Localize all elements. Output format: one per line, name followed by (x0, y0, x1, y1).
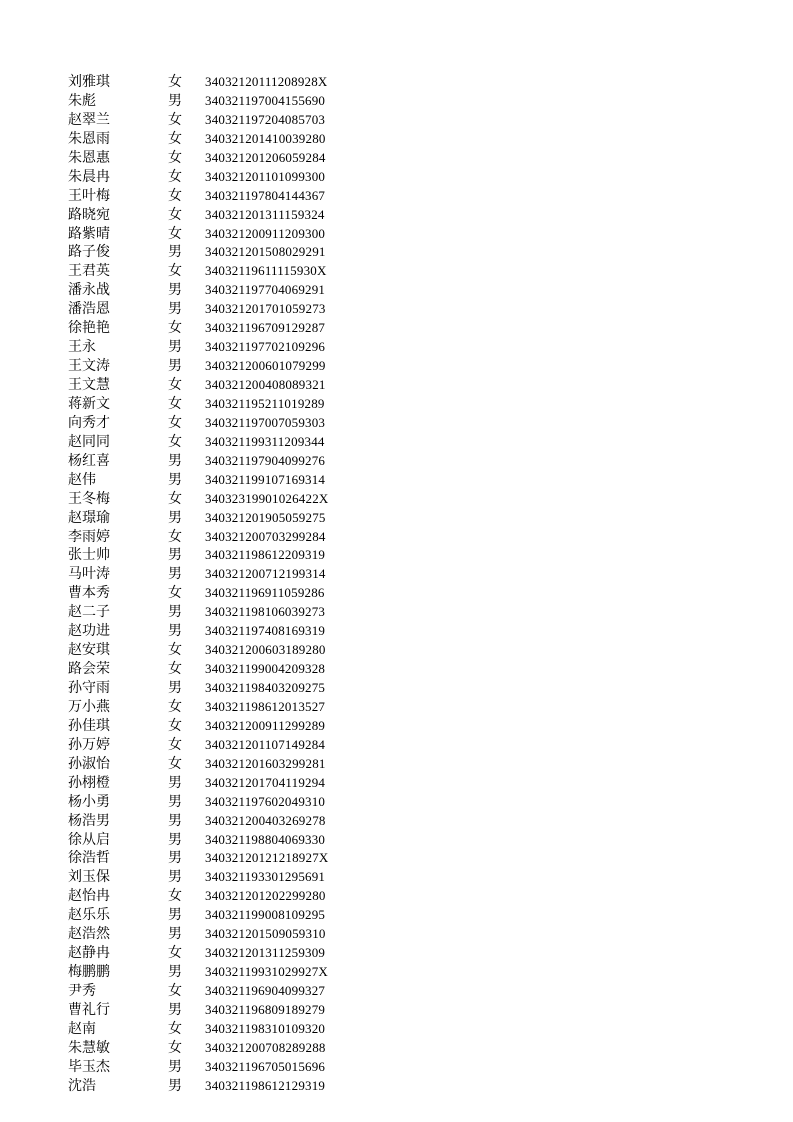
table-row (0, 111, 793, 130)
table-row (0, 1020, 793, 1039)
table-row (0, 812, 793, 831)
cell-name: 王君英 (68, 263, 110, 280)
table-row (0, 963, 793, 982)
cell-gender: 男 (168, 1077, 182, 1094)
table-row (0, 736, 793, 755)
records-table (0, 73, 793, 1096)
cell-id-number: 340321198403209275 (205, 680, 326, 695)
table-row (0, 281, 793, 300)
cell-id-number: 340321196809189279 (205, 1001, 326, 1017)
cell-name: 赵同同 (68, 433, 110, 450)
table-row (0, 243, 793, 262)
cell-gender: 女 (168, 111, 182, 128)
cell-gender: 男 (168, 244, 182, 261)
cell-gender: 男 (168, 509, 182, 526)
cell-id-number: 340321200911299289 (205, 717, 326, 733)
cell-id-number: 340321201509059310 (205, 926, 326, 942)
cell-id-number: 340321196709129287 (205, 320, 326, 336)
cell-gender: 女 (168, 414, 182, 431)
cell-name: 路晓宛 (68, 206, 110, 223)
cell-id-number: 340321201905059275 (205, 509, 326, 525)
cell-id-number: 340321201311159324 (205, 206, 325, 222)
cell-name: 杨小勇 (68, 793, 110, 810)
cell-name: 赵伟 (68, 471, 96, 488)
cell-name: 张士帅 (68, 547, 110, 564)
cell-name: 路紫晴 (68, 225, 110, 242)
table-row (0, 490, 793, 509)
cell-id-number: 340321199311209344 (205, 433, 325, 449)
table-row (0, 395, 793, 414)
cell-name: 赵功进 (68, 623, 110, 640)
table-row (0, 1039, 793, 1058)
cell-id-number: 340321201202299280 (205, 888, 326, 904)
cell-gender: 女 (168, 661, 182, 678)
cell-id-number: 340321201508029291 (205, 244, 326, 260)
cell-id-number: 340321195211019289 (205, 395, 325, 411)
table-row (0, 660, 793, 679)
cell-gender: 女 (168, 225, 182, 242)
cell-id-number: 340321201704119294 (205, 774, 326, 790)
cell-gender: 女 (168, 206, 182, 223)
cell-name: 朱慧敏 (68, 1039, 110, 1056)
cell-id-number: 340321197702109296 (205, 339, 326, 355)
cell-gender: 女 (168, 187, 182, 204)
cell-name: 朱恩雨 (68, 130, 110, 147)
cell-id-number: 340321196911059286 (205, 585, 325, 601)
cell-name: 赵静冉 (68, 945, 110, 962)
table-row (0, 225, 793, 244)
cell-id-number: 340321200408089321 (205, 377, 326, 392)
cell-gender: 女 (168, 74, 182, 90)
cell-id-number: 340321201311259309 (205, 945, 326, 961)
cell-gender: 男 (168, 869, 182, 886)
cell-gender: 男 (168, 812, 182, 829)
cell-id-number: 340321198612013527 (205, 698, 326, 714)
cell-name: 赵南 (68, 1020, 96, 1037)
cell-gender: 男 (168, 774, 182, 791)
cell-name: 朱恩惠 (68, 149, 110, 166)
cell-id-number: 34032119931029927X (205, 964, 329, 980)
cell-gender: 女 (168, 945, 182, 962)
table-row (0, 584, 793, 603)
cell-id-number: 340321197408169319 (205, 623, 326, 639)
cell-id-number: 340321198612209319 (205, 547, 326, 563)
cell-name: 路会荣 (68, 661, 110, 678)
table-row (0, 1058, 793, 1077)
cell-gender: 女 (168, 168, 182, 185)
cell-id-number: 340321200708289288 (205, 1039, 326, 1055)
cell-gender: 女 (168, 528, 182, 545)
cell-gender: 男 (168, 964, 182, 981)
cell-id-number: 340321201701059273 (205, 301, 326, 317)
table-row (0, 452, 793, 471)
cell-name: 赵浩然 (68, 926, 110, 943)
cell-id-number: 340321199107169314 (205, 471, 326, 487)
cell-name: 赵怡冉 (68, 888, 110, 905)
cell-gender: 男 (168, 1001, 182, 1018)
cell-name: 孙佳琪 (68, 717, 110, 734)
cell-id-number: 340321201603299281 (205, 755, 326, 771)
cell-id-number: 340321197007059303 (205, 414, 326, 430)
cell-name: 孙守雨 (68, 680, 110, 696)
table-row (0, 925, 793, 944)
cell-gender: 男 (168, 604, 182, 621)
cell-gender: 男 (168, 623, 182, 640)
cell-gender: 女 (168, 1039, 182, 1056)
table-row (0, 906, 793, 925)
cell-name: 梅鹏鹏 (68, 964, 110, 981)
cell-gender: 女 (168, 1020, 182, 1037)
cell-name: 王文慧 (68, 377, 110, 393)
cell-gender: 女 (168, 642, 182, 659)
cell-id-number: 340321197904099276 (205, 452, 326, 468)
cell-name: 赵翠兰 (68, 111, 110, 128)
cell-name: 朱晨冉 (68, 168, 110, 185)
cell-name: 路子俊 (68, 244, 110, 261)
cell-id-number: 340321199004209328 (205, 661, 326, 677)
cell-gender: 女 (168, 149, 182, 166)
cell-id-number: 340321200703299284 (205, 528, 326, 544)
cell-name: 潘永战 (68, 282, 110, 299)
cell-name: 杨红喜 (68, 452, 110, 469)
cell-id-number: 340321197004155690 (205, 92, 326, 108)
table-row (0, 509, 793, 528)
table-row (0, 622, 793, 641)
table-row (0, 206, 793, 225)
cell-gender: 男 (168, 907, 182, 924)
cell-id-number: 340321201101099300 (205, 168, 326, 184)
table-row (0, 319, 793, 338)
cell-id-number: 340321200911209300 (205, 225, 326, 241)
cell-name: 孙淑怡 (68, 755, 110, 772)
cell-id-number: 340321200603189280 (205, 642, 326, 658)
table-row (0, 717, 793, 736)
cell-gender: 女 (168, 395, 182, 412)
table-row (0, 262, 793, 281)
cell-name: 王冬梅 (68, 490, 110, 507)
cell-id-number: 340321197602049310 (205, 793, 326, 809)
cell-id-number: 340321197704069291 (205, 282, 326, 298)
cell-gender: 男 (168, 358, 182, 375)
table-row (0, 92, 793, 111)
table-row (0, 149, 793, 168)
table-row (0, 698, 793, 717)
cell-gender: 男 (168, 926, 182, 943)
table-row (0, 528, 793, 547)
table-row (0, 565, 793, 584)
cell-id-number: 340321200712199314 (205, 566, 326, 582)
cell-name: 马叶涛 (68, 566, 110, 583)
cell-gender: 女 (168, 983, 182, 999)
cell-gender: 女 (168, 717, 182, 734)
table-row (0, 546, 793, 565)
cell-name: 孙万婷 (68, 736, 110, 753)
cell-gender: 女 (168, 755, 182, 772)
cell-gender: 男 (168, 92, 182, 109)
cell-name: 赵安琪 (68, 642, 110, 659)
cell-gender: 女 (168, 736, 182, 753)
cell-id-number: 340321193301295691 (205, 869, 326, 885)
table-row (0, 982, 793, 1001)
table-row (0, 641, 793, 660)
table-row (0, 679, 793, 698)
cell-id-number: 340321197204085703 (205, 111, 326, 127)
cell-id-number: 34032119611115930X (205, 263, 327, 279)
cell-gender: 男 (168, 301, 182, 318)
cell-name: 曹本秀 (68, 585, 110, 602)
table-row (0, 831, 793, 850)
cell-name: 刘玉保 (68, 869, 110, 886)
cell-gender: 女 (168, 320, 182, 337)
cell-name: 王永 (68, 339, 96, 356)
cell-gender: 男 (168, 282, 182, 299)
table-row (0, 376, 793, 395)
cell-gender: 男 (168, 831, 182, 848)
cell-name: 向秀才 (68, 414, 110, 431)
cell-name: 赵二子 (68, 604, 110, 621)
cell-gender: 男 (168, 1058, 182, 1075)
table-row (0, 130, 793, 149)
cell-name: 王叶梅 (68, 187, 110, 204)
table-row (0, 1001, 793, 1020)
cell-gender: 男 (168, 471, 182, 488)
cell-gender: 男 (168, 339, 182, 356)
cell-name: 曹礼行 (68, 1001, 110, 1018)
cell-name: 蒋新文 (68, 395, 110, 412)
cell-gender: 男 (168, 850, 182, 867)
table-row (0, 357, 793, 376)
cell-name: 徐浩哲 (68, 850, 110, 867)
table-row (0, 755, 793, 774)
cell-id-number: 340321198804069330 (205, 831, 326, 847)
table-row (0, 73, 793, 92)
table-row (0, 849, 793, 868)
cell-id-number: 340321198612129319 (205, 1077, 326, 1093)
cell-name: 刘雅琪 (68, 74, 110, 90)
cell-id-number: 340321201206059284 (205, 149, 326, 165)
table-row (0, 414, 793, 433)
cell-id-number: 340321196705015696 (205, 1058, 326, 1074)
cell-id-number: 34032319901026422X (205, 490, 329, 506)
cell-name: 沈浩 (68, 1077, 96, 1094)
cell-name: 李雨婷 (68, 528, 110, 545)
table-row (0, 944, 793, 963)
cell-id-number: 340321196904099327 (205, 983, 326, 998)
cell-id-number: 340321200403269278 (205, 812, 326, 828)
table-row (0, 1077, 793, 1096)
cell-id-number: 340321199008109295 (205, 907, 326, 923)
table-row (0, 603, 793, 622)
cell-id-number: 34032120111208928X (205, 74, 328, 89)
cell-id-number: 340321197804144367 (205, 187, 326, 203)
cell-id-number: 340321201410039280 (205, 130, 326, 146)
table-row (0, 168, 793, 187)
cell-id-number: 340321198106039273 (205, 604, 326, 620)
cell-id-number: 340321198310109320 (205, 1020, 326, 1036)
cell-name: 杨浩男 (68, 812, 110, 829)
cell-gender: 女 (168, 490, 182, 507)
cell-name: 徐从启 (68, 831, 110, 848)
table-row (0, 433, 793, 452)
cell-name: 赵乐乐 (68, 907, 110, 924)
cell-name: 潘浩恩 (68, 301, 110, 318)
cell-gender: 男 (168, 680, 182, 696)
cell-gender: 女 (168, 377, 182, 393)
table-row (0, 887, 793, 906)
table-row (0, 300, 793, 319)
cell-gender: 女 (168, 433, 182, 450)
table-row (0, 774, 793, 793)
cell-id-number: 340321200601079299 (205, 358, 326, 374)
cell-name: 万小燕 (68, 698, 110, 715)
cell-name: 徐艳艳 (68, 320, 110, 337)
cell-gender: 女 (168, 888, 182, 905)
cell-gender: 女 (168, 698, 182, 715)
cell-gender: 女 (168, 130, 182, 147)
cell-name: 毕玉杰 (68, 1058, 110, 1075)
cell-name: 朱彪 (68, 92, 96, 109)
cell-gender: 男 (168, 793, 182, 810)
table-row (0, 471, 793, 490)
cell-gender: 女 (168, 263, 182, 280)
cell-name: 赵璟瑜 (68, 509, 110, 526)
cell-id-number: 340321201107149284 (205, 736, 326, 752)
cell-name: 王文涛 (68, 358, 110, 375)
table-row (0, 338, 793, 357)
table-row (0, 793, 793, 812)
cell-id-number: 34032120121218927X (205, 850, 329, 866)
table-row (0, 187, 793, 206)
cell-name: 孙栩橙 (68, 774, 110, 791)
table-row (0, 868, 793, 887)
cell-name: 尹秀 (68, 983, 96, 999)
cell-gender: 男 (168, 566, 182, 583)
cell-gender: 男 (168, 547, 182, 564)
cell-gender: 女 (168, 585, 182, 602)
cell-gender: 男 (168, 452, 182, 469)
